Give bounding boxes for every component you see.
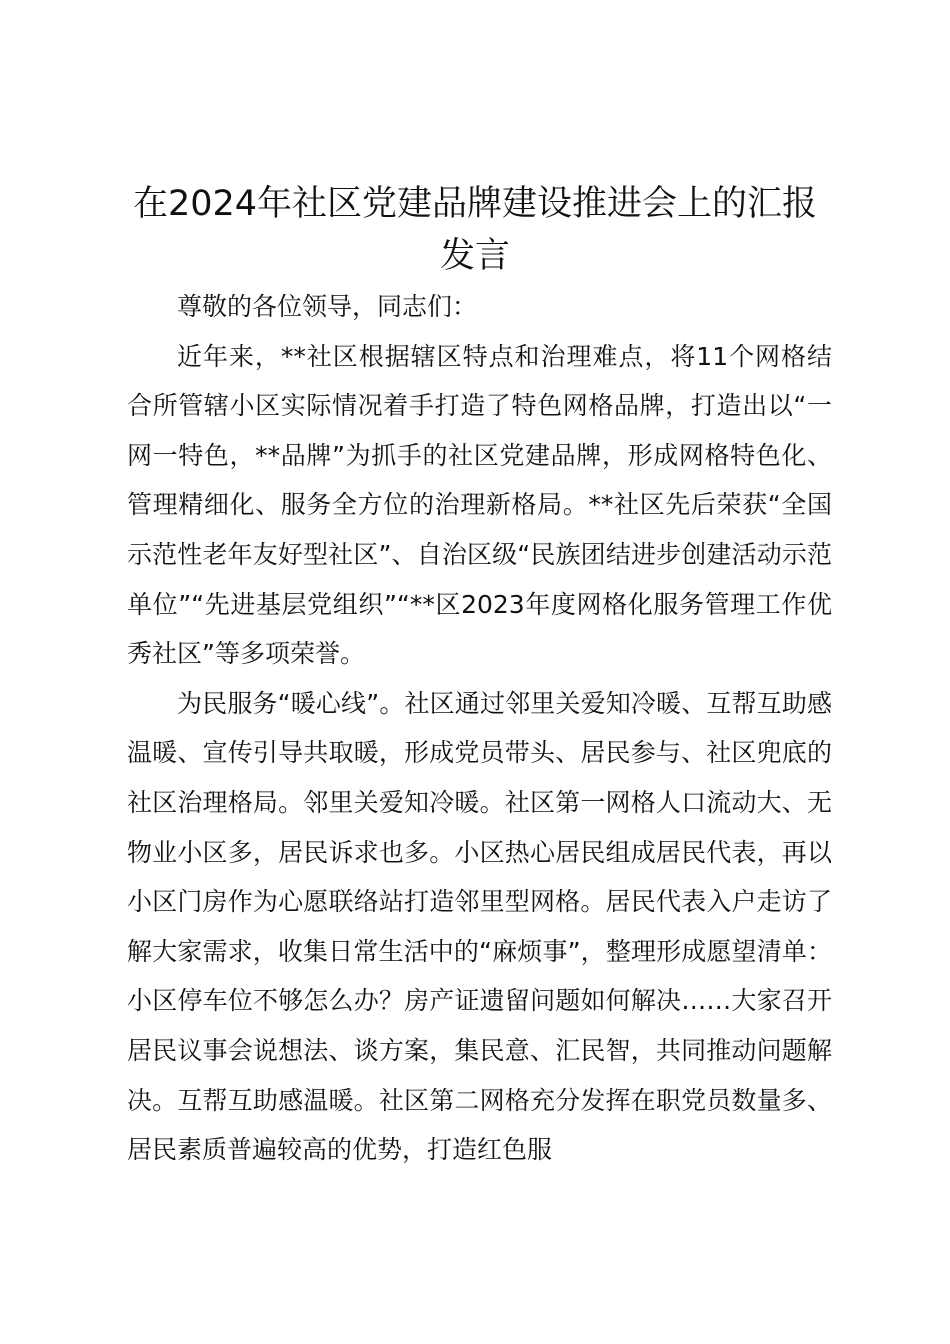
document-body	[127, 282, 832, 1175]
paragraph-1: 近年来，**社区根据辖区特点和治理难点，将11个网格结合所管辖小区实际情况着手打造了特色网格品牌，打造出以“一网一特色，**品牌”为抓手的社区党建品牌，形成网格特色化、管理精细化、服务全方位的治理新格局。**社区先后荣获“全国示范性老年友好型社区”、自治区级“民族团结进步创建活动示范单位”“先进基层党组织”“**区2023年度网格化服务管理工作优秀社区”等多项荣誉。	[127, 341, 832, 669]
salutation: 尊敬的各位领导，同志们：	[177, 292, 478, 321]
document-title: 在2024年社区党建品牌建设推进会上的汇报发言	[132, 184, 818, 276]
paragraph-2: 为民服务“暖心线”。社区通过邻里关爱知冷暖、互帮互助感温暖、宣传引导共取暖，形成党员带头、居民参与、社区兜底的社区治理格局。邻里关爱知冷暖。社区第一网格人口流动大、无物业小区多，居民诉求也多。小区热心居民组成居民代表，再以小区门房作为心愿联络站打造邻里型网格。居民代表入户走访了解大家需求，收集日常生活中的“麻烦事”，整理形成愿望清单：小区停车位不够怎么办？房产证遗留问题如何解决……大家召开居民议事会说想法、谈方案，集民意、汇民智，共同推动问题解决。互帮互助感温暖。社区第二网格充分发挥在职党员数量多、居民素质普遍较高的优势，打造红色服	[127, 688, 832, 1165]
